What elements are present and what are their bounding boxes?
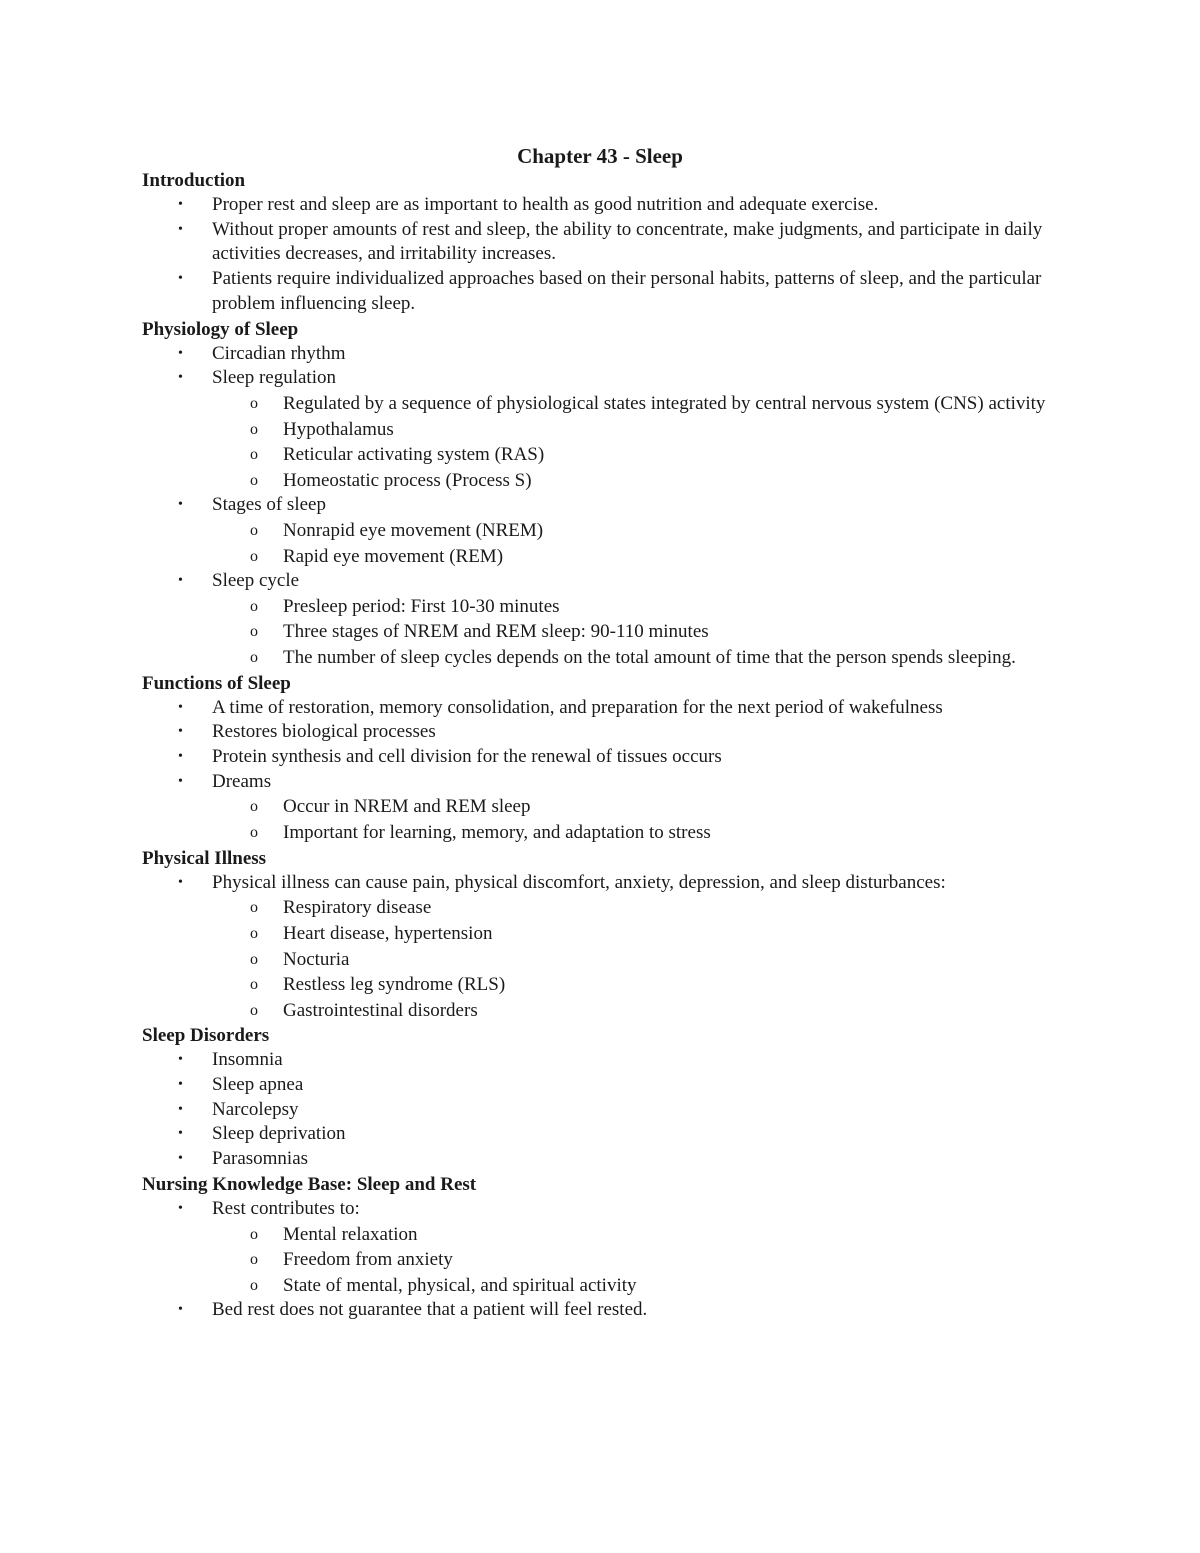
- bullet-icon: •: [178, 197, 183, 212]
- sub-bullet-icon: o: [250, 899, 258, 917]
- sub-list-item-text: Restless leg syndrome (RLS): [283, 974, 506, 996]
- sub-list-item-text: Occur in NREM and REM sleep: [283, 796, 531, 818]
- bullet-icon: •: [178, 271, 183, 287]
- sub-list-item-text: Respiratory disease: [283, 897, 432, 919]
- bullet-icon: •: [178, 1101, 183, 1117]
- bullet-list: [142, 696, 1052, 846]
- sub-list-item: [212, 594, 1052, 620]
- sub-bullet-list: [212, 794, 1052, 845]
- sub-list-item: [212, 947, 1052, 973]
- sub-list-item: [212, 391, 1052, 417]
- sub-bullet-icon: o: [250, 420, 258, 438]
- sub-list-item: [212, 921, 1052, 947]
- bullet-icon: •: [178, 497, 183, 513]
- section-heading: Functions of Sleep: [142, 672, 291, 694]
- list-item-text: Parasomnias: [212, 1148, 309, 1170]
- sub-bullet-icon: o: [250, 1276, 258, 1294]
- bullet-icon: •: [178, 370, 183, 386]
- list-item: [142, 193, 1052, 218]
- sub-list-item-text: Nonrapid eye movement (NREM): [283, 520, 544, 541]
- sub-list-item: [212, 794, 1052, 820]
- list-item-text: Stages of sleep: [212, 494, 326, 516]
- document-body: [142, 168, 1052, 1323]
- list-item-text: Sleep regulation: [212, 367, 336, 389]
- list-item: [142, 1197, 1052, 1298]
- list-item-text: Dreams: [212, 770, 272, 792]
- bullet-list: [142, 193, 1052, 317]
- sub-list-item-text: Regulated by a sequence of physiological states integrated by central nervous system (CNS) activity: [283, 392, 1046, 414]
- bullet-icon: •: [178, 1151, 183, 1167]
- list-item: [142, 1147, 1052, 1172]
- section: [142, 168, 1052, 317]
- sub-bullet-icon: o: [250, 950, 258, 968]
- bullet-list: [142, 342, 1052, 671]
- list-item: [142, 218, 1052, 267]
- list-item: [142, 1073, 1052, 1098]
- list-item: [142, 267, 1052, 316]
- sub-list-item-text: Presleep period: First 10-30 minutes: [283, 595, 560, 617]
- bullet-icon: •: [178, 1077, 183, 1093]
- bullet-icon: •: [178, 749, 183, 765]
- sub-list-item-text: Mental relaxation: [283, 1223, 418, 1245]
- bullet-icon: •: [178, 1302, 183, 1318]
- bullet-icon: •: [178, 345, 183, 361]
- sub-list-item: [212, 972, 1052, 998]
- sub-list-item-text: Three stages of NREM and REM sleep: 90-110 minutes: [283, 621, 709, 643]
- list-item: [142, 493, 1052, 569]
- section-heading: Physical Illness: [142, 847, 267, 869]
- sub-list-item-text: Important for learning, memory, and adaptation to stress: [283, 822, 711, 844]
- sub-bullet-icon: o: [250, 1251, 258, 1269]
- sub-bullet-icon: o: [250, 924, 258, 942]
- sub-list-item: [212, 645, 1052, 671]
- list-item: [142, 696, 1052, 721]
- list-item-text: Proper rest and sleep are as important to health as good nutrition and adequate exercise.: [212, 194, 879, 215]
- list-item-text: Protein synthesis and cell division for the renewal of tissues occurs: [212, 746, 722, 768]
- sub-list-item-text: Hypothalamus: [283, 418, 394, 440]
- bullet-list: [142, 1197, 1052, 1323]
- list-item-text: Insomnia: [212, 1049, 283, 1071]
- sub-bullet-icon: o: [250, 522, 258, 539]
- list-item: [142, 1298, 1052, 1323]
- sub-list-item-text: Homeostatic process (Process S): [283, 469, 532, 491]
- list-item: [142, 720, 1052, 745]
- sub-list-item-text: Rapid eye movement (REM): [283, 545, 504, 567]
- sub-bullet-icon: o: [250, 649, 258, 667]
- sub-bullet-list: [212, 391, 1052, 493]
- list-item: [142, 1048, 1052, 1073]
- sub-bullet-icon: o: [250, 597, 258, 615]
- sub-bullet-icon: o: [250, 446, 258, 464]
- list-item-text: Bed rest does not guarantee that a patient will feel rested.: [212, 1299, 648, 1321]
- list-item-text: Sleep apnea: [212, 1074, 304, 1096]
- sub-bullet-list: [212, 895, 1052, 1023]
- bullet-icon: •: [178, 724, 183, 740]
- sub-bullet-list: [212, 1222, 1052, 1299]
- list-item: [142, 745, 1052, 770]
- list-item: [142, 1098, 1052, 1123]
- sub-bullet-list: [212, 518, 1052, 569]
- sub-list-item: [212, 468, 1052, 494]
- list-item: [142, 342, 1052, 367]
- sub-list-item-text: Reticular activating system (RAS): [283, 444, 545, 466]
- sub-bullet-icon: o: [250, 623, 258, 641]
- document-title: Chapter 43 - Sleep: [517, 144, 683, 168]
- sub-bullet-icon: o: [250, 547, 258, 565]
- sub-list-item: [212, 1222, 1052, 1248]
- sub-list-item: [212, 544, 1052, 570]
- list-item-text: Physical illness can cause pain, physical discomfort, anxiety, depression, and sleep disturbances:: [212, 871, 946, 893]
- bullet-icon: •: [178, 221, 183, 237]
- bullet-icon: •: [178, 1200, 183, 1216]
- bullet-icon: •: [178, 1052, 183, 1068]
- bullet-icon: •: [178, 773, 183, 789]
- sub-bullet-icon: o: [250, 798, 258, 816]
- bullet-icon: •: [178, 1126, 183, 1142]
- sub-bullet-icon: o: [250, 1001, 258, 1019]
- section-heading: Physiology of Sleep: [142, 318, 299, 340]
- sub-list-item-text: Freedom from anxiety: [283, 1249, 453, 1271]
- list-item-text: Sleep cycle: [212, 570, 300, 592]
- section-heading: Nursing Knowledge Base: Sleep and Rest: [142, 1173, 477, 1195]
- sub-list-item-text: State of mental, physical, and spiritual activity: [283, 1274, 637, 1296]
- section: [142, 1172, 1052, 1323]
- section: [142, 846, 1052, 1024]
- bullet-icon: •: [178, 874, 183, 890]
- sub-bullet-icon: o: [250, 976, 258, 994]
- list-item-text: Circadian rhythm: [212, 342, 346, 364]
- list-item: [142, 366, 1052, 493]
- sub-list-item: [212, 518, 1052, 544]
- sub-list-item: [212, 820, 1052, 846]
- list-item-text: Sleep deprivation: [212, 1123, 346, 1145]
- list-item-text: A time of restoration, memory consolidation, and preparation for the next period of wakefulness: [212, 696, 943, 718]
- list-item: [142, 569, 1052, 670]
- list-item-text: Narcolepsy: [212, 1098, 299, 1120]
- list-item: [142, 871, 1052, 1024]
- list-item-text: Rest contributes to:: [212, 1197, 360, 1219]
- bullet-list: [142, 871, 1052, 1024]
- bullet-list: [142, 1048, 1052, 1172]
- sub-list-item-text: The number of sleep cycles depends on the total amount of time that the person spends sleeping.: [283, 647, 1016, 669]
- sub-list-item-text: Nocturia: [283, 948, 350, 970]
- sub-list-item-text: Gastrointestinal disorders: [283, 999, 478, 1021]
- list-item: [142, 1122, 1052, 1147]
- sub-list-item: [212, 1247, 1052, 1273]
- section-heading: Sleep Disorders: [142, 1025, 270, 1047]
- bullet-icon: •: [178, 699, 183, 715]
- section: [142, 671, 1052, 846]
- sub-bullet-icon: o: [250, 1225, 258, 1243]
- section: [142, 1023, 1052, 1172]
- bullet-icon: •: [178, 573, 183, 589]
- list-item-text: Patients require individualized approaches based on their personal habits, patterns of sleep, and the particular problem influencing sleep.: [212, 268, 1042, 314]
- sub-list-item: [212, 417, 1052, 443]
- section: [142, 317, 1052, 671]
- section-heading: Introduction: [142, 170, 246, 191]
- sub-list-item: [212, 619, 1052, 645]
- list-item: [142, 770, 1052, 846]
- sub-bullet-icon: o: [250, 471, 258, 489]
- sub-list-item: [212, 1273, 1052, 1299]
- list-item-text: Restores biological processes: [212, 721, 436, 743]
- sub-list-item: [212, 998, 1052, 1024]
- sub-list-item: [212, 442, 1052, 468]
- sub-bullet-list: [212, 594, 1052, 671]
- list-item-text: Without proper amounts of rest and sleep, the ability to concentrate, make judgments, and participate in daily activities decreases, and irritability increases.: [212, 218, 1043, 265]
- sub-bullet-icon: o: [250, 824, 258, 842]
- sub-list-item: [212, 895, 1052, 921]
- sub-list-item-text: Heart disease, hypertension: [283, 922, 493, 944]
- sub-bullet-icon: o: [250, 394, 258, 412]
